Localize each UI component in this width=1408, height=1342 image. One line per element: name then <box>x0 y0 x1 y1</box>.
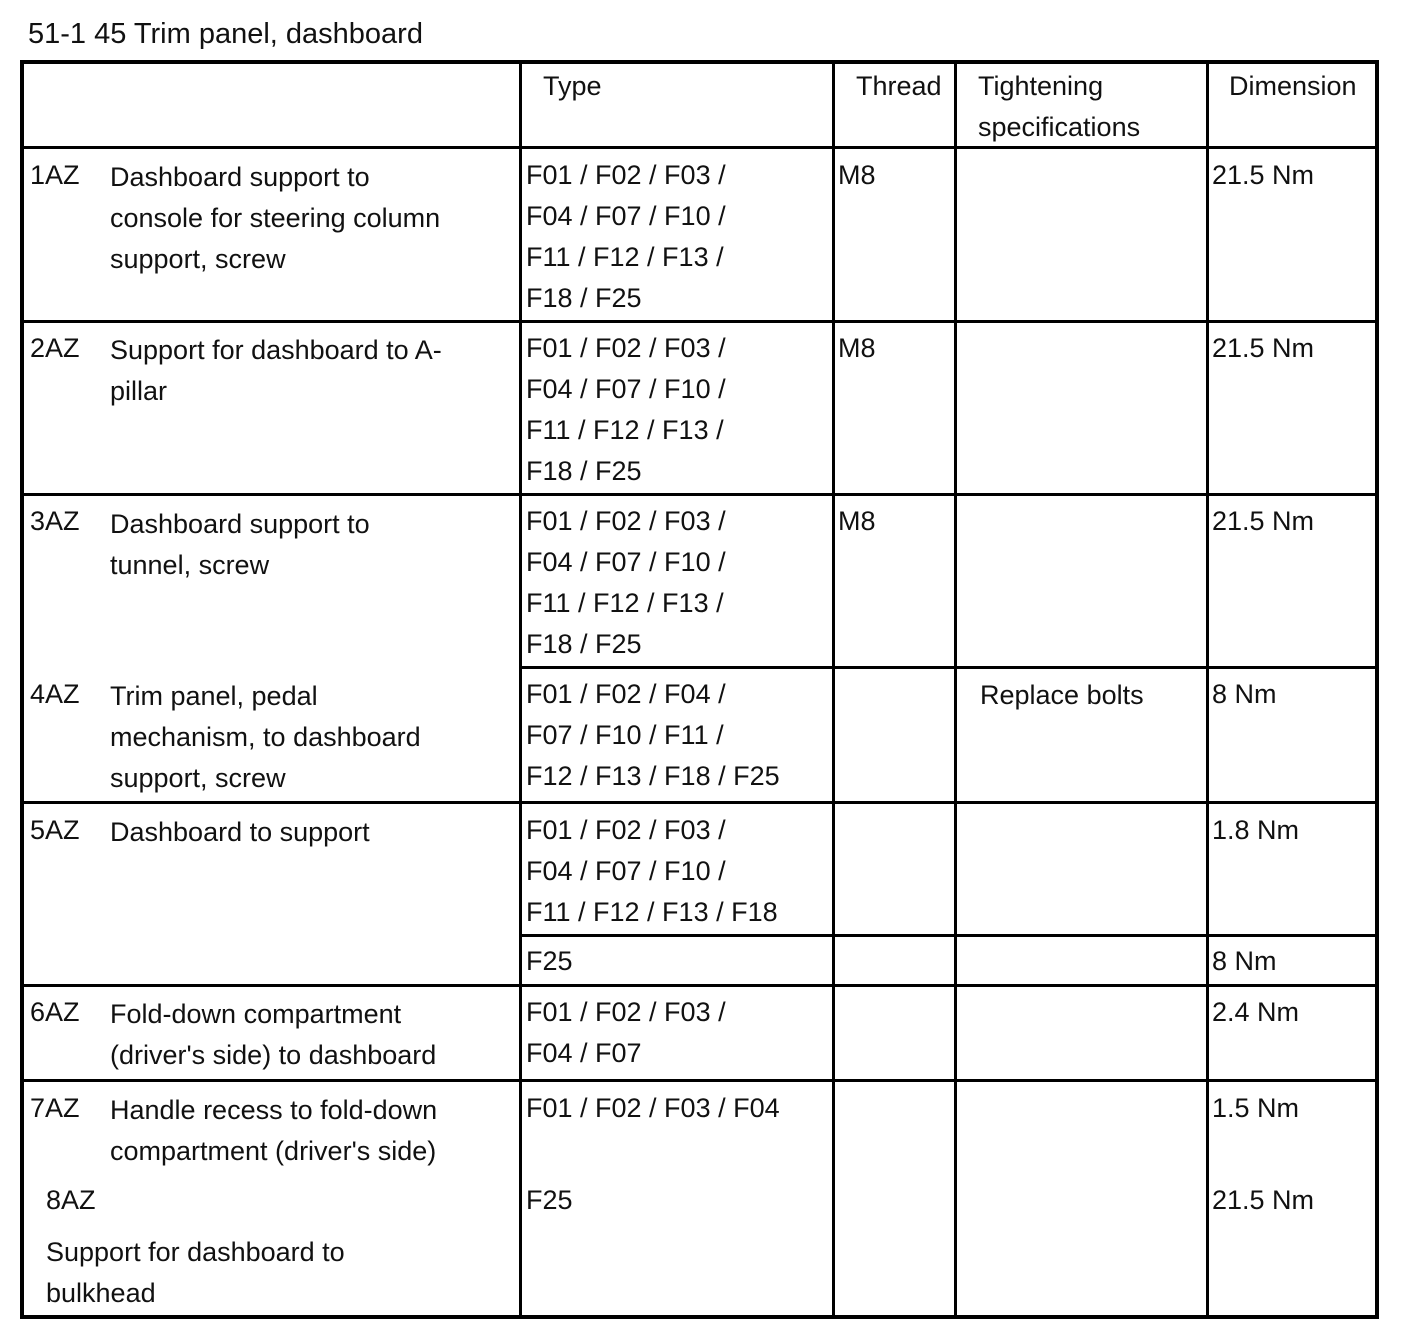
row-thread: M8 <box>838 160 876 190</box>
row-rule <box>20 801 1379 804</box>
row-type: F01 / F02 / F03 / F04 / F07 / F10 / F11 / F12 / F13 / F18 <box>526 815 778 927</box>
row-dimension: 8 Nm <box>1212 946 1277 976</box>
row-description: Dashboard support to console for steering column support, screw <box>110 162 441 274</box>
header-thread: Thread <box>856 71 942 101</box>
row-dimension: 21.5 Nm <box>1212 160 1315 190</box>
row-id: 3AZ <box>30 506 80 536</box>
col-divider <box>519 60 522 1319</box>
row-type: F01 / F02 / F03 / F04 / F07 <box>526 997 726 1068</box>
row-id: 7AZ <box>30 1093 80 1123</box>
row-id: 6AZ <box>30 997 80 1027</box>
header-dimension: Dimension <box>1229 71 1357 101</box>
row-description: Support for dashboard to bulkhead <box>46 1237 345 1308</box>
row-type: F01 / F02 / F03 / F04 <box>526 1093 780 1123</box>
row-id: 1AZ <box>30 160 80 190</box>
row-dimension: 21.5 Nm <box>1212 333 1315 363</box>
row-description: Dashboard support to tunnel, screw <box>110 509 370 580</box>
header-rule <box>20 146 1379 149</box>
row-description: Fold-down compartment (driver's side) to dashboard <box>110 999 437 1070</box>
row-type: F01 / F02 / F03 / F04 / F07 / F10 / F11 / F12 / F13 / F18 / F25 <box>526 506 726 659</box>
row-description: Handle recess to fold-down compartment (driver's side) <box>110 1095 438 1166</box>
col-divider <box>1206 60 1209 1319</box>
row-tightening: Replace bolts <box>980 680 1144 710</box>
row-type: F25 <box>526 1185 573 1215</box>
row-rule <box>20 493 1379 496</box>
row-rule <box>519 666 1379 669</box>
row-dimension: 1.5 Nm <box>1212 1093 1300 1123</box>
row-type: F25 <box>526 946 573 976</box>
row-rule <box>20 984 1379 987</box>
row-description: Support for dashboard to A- pillar <box>110 335 442 406</box>
row-type: F01 / F02 / F04 / F07 / F10 / F11 / F12 / F13 / F18 / F25 <box>526 679 780 791</box>
row-rule <box>20 320 1379 323</box>
row-description: Dashboard to support <box>110 817 370 847</box>
row-type: F01 / F02 / F03 / F04 / F07 / F10 / F11 / F12 / F13 / F18 / F25 <box>526 160 726 313</box>
col-divider <box>832 60 835 1319</box>
col-divider <box>954 60 957 1319</box>
row-rule <box>519 934 1379 937</box>
row-id: 8AZ <box>46 1185 96 1215</box>
row-description: Trim panel, pedal mechanism, to dashboard support, screw <box>110 681 421 793</box>
row-thread: M8 <box>838 506 876 536</box>
row-id: 2AZ <box>30 333 80 363</box>
row-id: 5AZ <box>30 815 80 845</box>
row-dimension: 8 Nm <box>1212 679 1277 709</box>
header-type: Type <box>543 71 602 101</box>
row-dimension: 1.8 Nm <box>1212 815 1300 845</box>
row-dimension: 2.4 Nm <box>1212 997 1300 1027</box>
page-title: 51-1 45 Trim panel, dashboard <box>28 18 423 50</box>
header-tightening: Tightening specifications <box>978 71 1141 142</box>
row-thread: M8 <box>838 333 876 363</box>
row-dimension: 21.5 Nm <box>1212 506 1315 536</box>
row-type: F01 / F02 / F03 / F04 / F07 / F10 / F11 / F12 / F13 / F18 / F25 <box>526 333 726 486</box>
row-dimension: 21.5 Nm <box>1212 1185 1315 1215</box>
row-rule <box>20 1079 1379 1082</box>
row-id: 4AZ <box>30 679 80 709</box>
